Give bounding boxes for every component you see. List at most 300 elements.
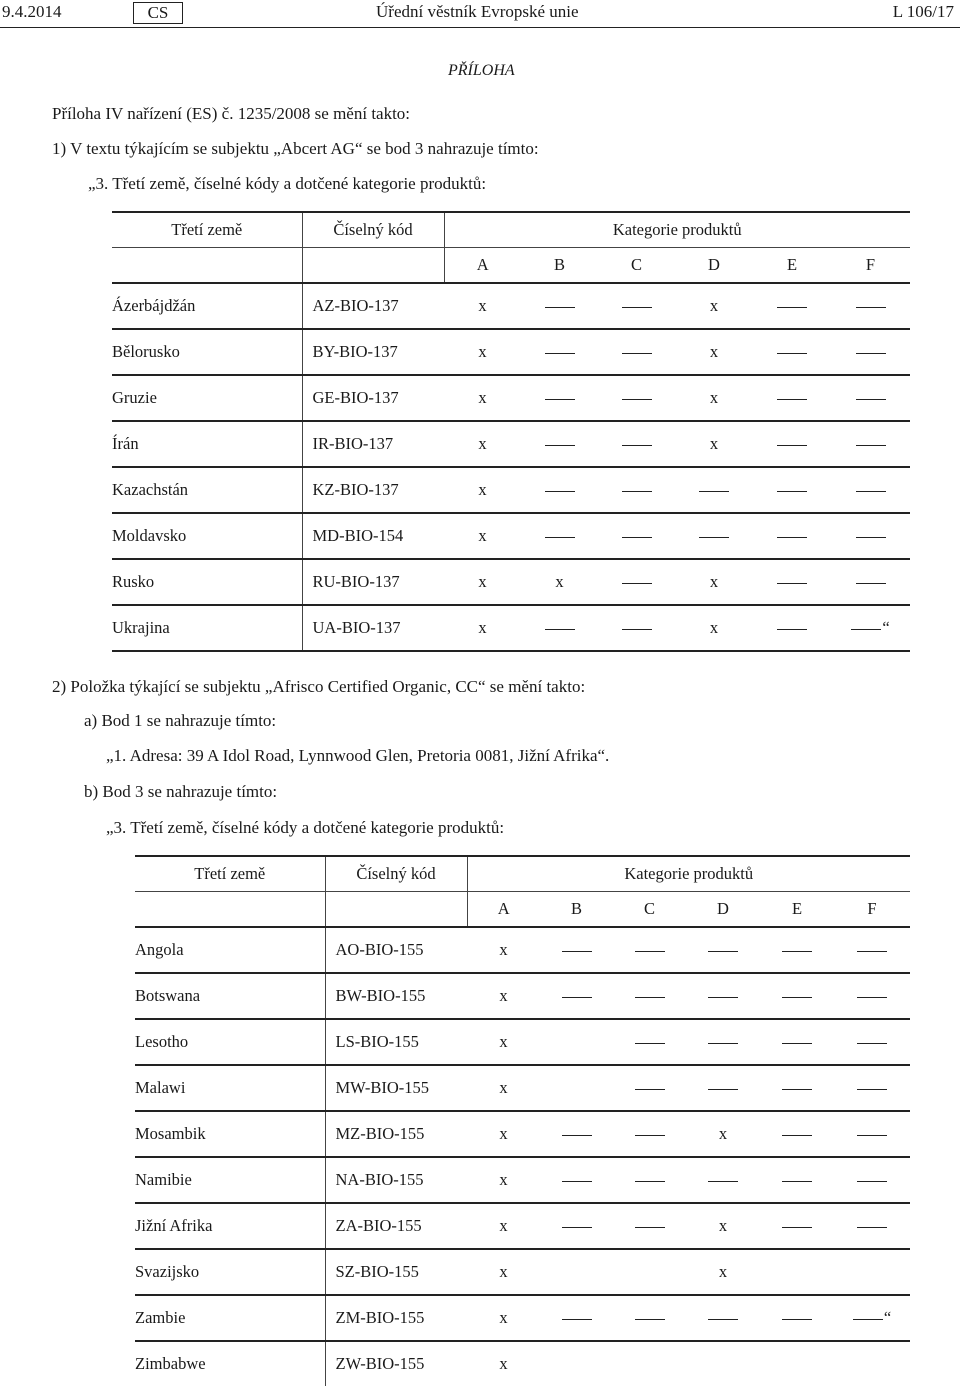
category-not-applicable (686, 927, 760, 973)
country-name: Ukrajina (112, 618, 170, 637)
country-name: Botswana (135, 986, 201, 1005)
dash-mark (635, 1319, 665, 1320)
category-mark: x (718, 1216, 728, 1235)
table-row (135, 1019, 910, 1065)
category-letter-a: A (467, 892, 540, 928)
category-not-applicable (834, 1111, 910, 1157)
category-not-applicable (831, 513, 910, 559)
category-empty (834, 1341, 910, 1386)
dash-mark (851, 629, 881, 630)
category-applicable (467, 1065, 540, 1111)
table-header-row (135, 856, 910, 892)
dash-mark (545, 491, 575, 492)
country-code: UA-BIO-137 (302, 605, 444, 651)
dash-mark (622, 629, 652, 630)
category-applicable (467, 1157, 540, 1203)
category-mark: x (709, 388, 719, 407)
category-empty (760, 1341, 834, 1386)
category-not-applicable (753, 467, 831, 513)
category-mark: x (709, 572, 719, 591)
dash-mark (857, 1181, 887, 1182)
category-letter-d: D (717, 899, 729, 918)
category-applicable (444, 467, 521, 513)
category-applicable (467, 1341, 540, 1386)
closing-quote: “ (882, 618, 890, 637)
country-code: ZA-BIO-155 (325, 1203, 467, 1249)
country-code: ZM-BIO-155 (325, 1295, 467, 1341)
category-not-applicable (613, 1019, 686, 1065)
category-not-applicable (598, 283, 675, 329)
country-code: SZ-BIO-155 (325, 1249, 467, 1295)
item-2a-text: a) Bod 1 se nahrazuje tímto: (84, 711, 277, 730)
category-not-applicable (760, 973, 834, 1019)
dash-mark (562, 1135, 592, 1136)
dash-mark (545, 353, 575, 354)
category-not-applicable (834, 1157, 910, 1203)
table-row (135, 1341, 910, 1386)
table-row (112, 283, 910, 329)
category-mark: x (499, 1308, 508, 1327)
category-letters-row (135, 892, 910, 928)
category-mark: x (478, 434, 487, 453)
country-code: KZ-BIO-137 (302, 467, 444, 513)
table-row (112, 329, 910, 375)
dash-mark (857, 951, 887, 952)
country-name: Zimbabwe (135, 1354, 206, 1373)
table-row (135, 1065, 910, 1111)
dash-mark (857, 997, 887, 998)
category-applicable (675, 605, 753, 651)
category-not-applicable (613, 1157, 686, 1203)
country-name: Namibie (135, 1170, 192, 1189)
country-name: Írán (112, 434, 139, 453)
country-code: MD-BIO-154 (302, 513, 444, 559)
country-code: MW-BIO-155 (325, 1065, 467, 1111)
dash-mark (782, 1319, 812, 1320)
category-not-applicable (760, 1111, 834, 1157)
dash-mark (857, 1135, 887, 1136)
country-name: Moldavsko (112, 526, 187, 545)
dash-mark (857, 1227, 887, 1228)
category-not-applicable (760, 927, 834, 973)
category-empty (686, 1341, 760, 1386)
category-not-applicable (834, 1065, 910, 1111)
dash-mark (545, 537, 575, 538)
category-applicable (467, 927, 540, 973)
category-not-applicable (834, 973, 910, 1019)
dash-mark (562, 1227, 592, 1228)
category-not-applicable (598, 375, 675, 421)
dash-mark (782, 951, 812, 952)
category-not-applicable (753, 329, 831, 375)
table-header-row (112, 212, 910, 248)
category-applicable (675, 329, 753, 375)
category-not-applicable (613, 1295, 686, 1341)
category-not-applicable (753, 559, 831, 605)
dash-mark (635, 1089, 665, 1090)
item-2b-text: b) Bod 3 se nahrazuje tímto: (84, 782, 278, 801)
dash-mark (545, 399, 575, 400)
category-not-applicable (686, 1295, 760, 1341)
category-applicable (467, 973, 540, 1019)
category-not-applicable (521, 421, 598, 467)
category-not-applicable (686, 973, 760, 1019)
category-letter-e: E (786, 255, 798, 274)
category-not-applicable (540, 1157, 613, 1203)
intro-text: Příloha IV nařízení (ES) č. 1235/2008 se mění takto: (52, 104, 411, 123)
dash-mark (708, 997, 738, 998)
page-reference: L 106/17 (892, 2, 954, 21)
category-not-applicable (834, 927, 910, 973)
category-not-applicable (675, 513, 753, 559)
category-not-applicable (540, 1111, 613, 1157)
dash-mark (622, 491, 652, 492)
country-code: IR-BIO-137 (302, 421, 444, 467)
dash-mark (782, 1043, 812, 1044)
item-2a-point: „1. Adresa: 39 A Idol Road, Lynnwood Glen, Pretoria 0081, Jižní Afrika“. (106, 746, 610, 765)
dash-mark (545, 445, 575, 446)
category-mark: x (478, 342, 487, 361)
country-name: Svazijsko (135, 1262, 200, 1281)
category-not-applicable (521, 283, 598, 329)
table-row (135, 1111, 910, 1157)
col-header-categories: Kategorie produktů (467, 856, 910, 892)
category-letter-b: B (570, 899, 582, 918)
category-letter-e: E (791, 899, 803, 918)
dash-mark (708, 1043, 738, 1044)
dash-mark (635, 1181, 665, 1182)
category-applicable (444, 375, 521, 421)
item-1-text: 1) V textu týkajícím se subjektu „Abcert AG“ se bod 3 nahrazuje tímto: (52, 139, 539, 158)
category-not-applicable (613, 1111, 686, 1157)
dash-mark (857, 1089, 887, 1090)
category-applicable (444, 283, 521, 329)
col-header-categories: Kategorie produktů (444, 212, 910, 248)
country-name: Gruzie (112, 388, 157, 407)
category-empty (613, 1249, 686, 1295)
country-code: LS-BIO-155 (325, 1019, 467, 1065)
category-not-applicable (598, 513, 675, 559)
category-not-applicable (834, 1295, 910, 1341)
third-countries-table-2 (135, 855, 910, 1386)
country-name: Kazachstán (112, 480, 189, 499)
dash-mark (562, 1181, 592, 1182)
country-code: AO-BIO-155 (325, 927, 467, 973)
category-not-applicable (831, 329, 910, 375)
dash-mark (777, 629, 807, 630)
category-applicable (686, 1111, 760, 1157)
category-applicable (467, 1249, 540, 1295)
journal-title: Úřední věstník Evropské unie (376, 2, 579, 21)
table-row (135, 1157, 910, 1203)
category-not-applicable (834, 1019, 910, 1065)
language-badge: CS (133, 2, 183, 24)
country-code: AZ-BIO-137 (302, 283, 444, 329)
empty-header-cell (302, 248, 444, 284)
category-applicable (467, 1295, 540, 1341)
category-mark: x (709, 434, 719, 453)
dash-mark (856, 537, 886, 538)
category-not-applicable (753, 421, 831, 467)
category-not-applicable (521, 467, 598, 513)
category-empty (540, 1019, 613, 1065)
dash-mark (857, 1043, 887, 1044)
dash-mark (708, 1181, 738, 1182)
col-header-country: Třetí země (194, 864, 266, 883)
dash-mark (856, 399, 886, 400)
empty-header-cell (325, 892, 467, 928)
category-not-applicable (598, 559, 675, 605)
category-empty (613, 1341, 686, 1386)
category-letters-row (112, 248, 910, 284)
dash-mark (777, 307, 807, 308)
dash-mark (777, 399, 807, 400)
country-name: Zambie (135, 1308, 186, 1327)
dash-mark (708, 1089, 738, 1090)
category-applicable (467, 1019, 540, 1065)
table-row (112, 421, 910, 467)
dash-mark (635, 1043, 665, 1044)
category-not-applicable (686, 1157, 760, 1203)
category-not-applicable (540, 973, 613, 1019)
col-header-country: Třetí země (171, 220, 243, 239)
category-mark: x (499, 1078, 508, 1097)
table-row (112, 513, 910, 559)
category-not-applicable (598, 467, 675, 513)
country-code: ZW-BIO-155 (325, 1341, 467, 1386)
table-row (135, 973, 910, 1019)
category-not-applicable (831, 283, 910, 329)
dash-mark (777, 491, 807, 492)
annex-title: PŘÍLOHA (448, 62, 515, 79)
dash-mark (782, 1181, 812, 1182)
dash-mark (782, 1227, 812, 1228)
category-not-applicable (760, 1019, 834, 1065)
empty-header-cell (112, 248, 302, 284)
category-not-applicable (753, 283, 831, 329)
dash-mark (622, 445, 652, 446)
country-name: Ázerbájdžán (112, 296, 196, 315)
category-not-applicable (831, 559, 910, 605)
closing-quote: “ (883, 1308, 892, 1327)
category-not-applicable (831, 605, 910, 651)
dash-mark (562, 1319, 592, 1320)
dash-mark (545, 307, 575, 308)
category-mark: x (499, 1124, 508, 1143)
category-mark: x (718, 1124, 728, 1143)
category-not-applicable (675, 467, 753, 513)
dash-mark (708, 1319, 738, 1320)
country-name: Jižní Afrika (135, 1216, 213, 1235)
category-empty (540, 1341, 613, 1386)
category-letter-f: F (867, 899, 877, 918)
category-not-applicable (686, 1065, 760, 1111)
dash-mark (853, 1319, 883, 1320)
dash-mark (635, 951, 665, 952)
publication-date: 9.4.2014 (2, 2, 62, 21)
category-not-applicable (831, 421, 910, 467)
table-row (135, 1203, 910, 1249)
category-not-applicable (540, 1203, 613, 1249)
dash-mark (777, 583, 807, 584)
category-mark: x (499, 1354, 508, 1373)
category-letter-d: D (708, 255, 720, 274)
category-not-applicable (686, 1019, 760, 1065)
dash-mark (622, 399, 652, 400)
dash-mark (635, 1227, 665, 1228)
dash-mark (856, 491, 886, 492)
category-mark: x (478, 572, 487, 591)
dash-mark (635, 1135, 665, 1136)
category-not-applicable (521, 329, 598, 375)
dash-mark (777, 537, 807, 538)
table-row (112, 559, 910, 605)
category-not-applicable (521, 375, 598, 421)
category-not-applicable (598, 421, 675, 467)
dash-mark (856, 445, 886, 446)
category-mark: x (499, 1216, 508, 1235)
category-mark: x (478, 388, 487, 407)
category-not-applicable (598, 605, 675, 651)
table-row (112, 605, 910, 651)
category-applicable (521, 559, 598, 605)
country-name: Rusko (112, 572, 155, 591)
category-empty (834, 1249, 910, 1295)
table-row (135, 1295, 910, 1341)
dash-mark (708, 951, 738, 952)
category-applicable (444, 513, 521, 559)
category-letter-c: C (643, 899, 655, 918)
col-header-code: Číselný kód (325, 856, 467, 892)
category-letter-a: A (444, 248, 521, 284)
country-name: Bělorusko (112, 342, 180, 361)
category-not-applicable (521, 605, 598, 651)
category-mark: x (478, 618, 487, 637)
dash-mark (622, 583, 652, 584)
category-not-applicable (613, 1203, 686, 1249)
col-header-code: Číselný kód (302, 212, 444, 248)
category-not-applicable (540, 927, 613, 973)
category-not-applicable (760, 1203, 834, 1249)
category-mark: x (499, 1170, 508, 1189)
category-applicable (675, 421, 753, 467)
category-mark: x (478, 296, 487, 315)
country-name: Lesotho (135, 1032, 189, 1051)
dash-mark (782, 1089, 812, 1090)
item-2-text: 2) Položka týkající se subjektu „Afrisco Certified Organic, CC“ se mění takto: (52, 677, 586, 696)
dash-mark (622, 353, 652, 354)
category-applicable (444, 329, 521, 375)
category-empty (540, 1249, 613, 1295)
category-not-applicable (613, 927, 686, 973)
dash-mark (699, 491, 729, 492)
category-applicable (686, 1203, 760, 1249)
item-1-point: „3. Třetí země, číselné kódy a dotčené kategorie produktů: (88, 174, 487, 193)
category-applicable (444, 559, 521, 605)
third-countries-table-1 (112, 211, 910, 652)
country-code: BW-BIO-155 (325, 973, 467, 1019)
category-not-applicable (834, 1203, 910, 1249)
country-code: NA-BIO-155 (325, 1157, 467, 1203)
dash-mark (562, 997, 592, 998)
category-mark: x (499, 1262, 508, 1281)
country-name: Mosambik (135, 1124, 206, 1143)
category-mark: x (709, 296, 719, 315)
category-not-applicable (760, 1157, 834, 1203)
table-row (112, 467, 910, 513)
category-letter-b: B (553, 255, 565, 274)
dash-mark (622, 307, 652, 308)
category-not-applicable (613, 1065, 686, 1111)
country-code: MZ-BIO-155 (325, 1111, 467, 1157)
table-row (135, 927, 910, 973)
category-mark: x (718, 1262, 728, 1281)
category-not-applicable (831, 467, 910, 513)
table-row (135, 1249, 910, 1295)
dash-mark (622, 537, 652, 538)
category-mark: x (709, 342, 719, 361)
dash-mark (545, 629, 575, 630)
category-mark: x (555, 572, 564, 591)
dash-mark (777, 445, 807, 446)
category-not-applicable (540, 1295, 613, 1341)
category-mark: x (499, 1032, 508, 1051)
empty-header-cell (135, 892, 325, 928)
country-name: Angola (135, 940, 184, 959)
category-not-applicable (598, 329, 675, 375)
category-applicable (444, 605, 521, 651)
dash-mark (856, 583, 886, 584)
table-row (112, 375, 910, 421)
journal-header (0, 0, 960, 28)
category-not-applicable (753, 513, 831, 559)
category-letter-c: C (630, 255, 642, 274)
category-mark: x (709, 618, 719, 637)
category-applicable (675, 375, 753, 421)
header-divider (0, 27, 960, 28)
category-mark: x (499, 940, 508, 959)
category-applicable (686, 1249, 760, 1295)
dash-mark (782, 997, 812, 998)
dash-mark (856, 353, 886, 354)
category-not-applicable (521, 513, 598, 559)
category-applicable (467, 1203, 540, 1249)
country-name: Malawi (135, 1078, 186, 1097)
dash-mark (856, 307, 886, 308)
category-applicable (675, 283, 753, 329)
country-code: GE-BIO-137 (302, 375, 444, 421)
category-not-applicable (753, 375, 831, 421)
category-not-applicable (831, 375, 910, 421)
country-code: BY-BIO-137 (302, 329, 444, 375)
category-mark: x (478, 526, 487, 545)
category-applicable (444, 421, 521, 467)
category-empty (540, 1065, 613, 1111)
category-mark: x (478, 480, 487, 499)
dash-mark (777, 353, 807, 354)
category-not-applicable (760, 1295, 834, 1341)
category-empty (760, 1249, 834, 1295)
dash-mark (699, 537, 729, 538)
category-applicable (467, 1111, 540, 1157)
dash-mark (782, 1135, 812, 1136)
category-mark: x (499, 986, 508, 1005)
category-applicable (675, 559, 753, 605)
country-code: RU-BIO-137 (302, 559, 444, 605)
category-letter-f: F (865, 255, 876, 274)
category-not-applicable (760, 1065, 834, 1111)
item-2b-point: „3. Třetí země, číselné kódy a dotčené kategorie produktů: (106, 818, 505, 837)
